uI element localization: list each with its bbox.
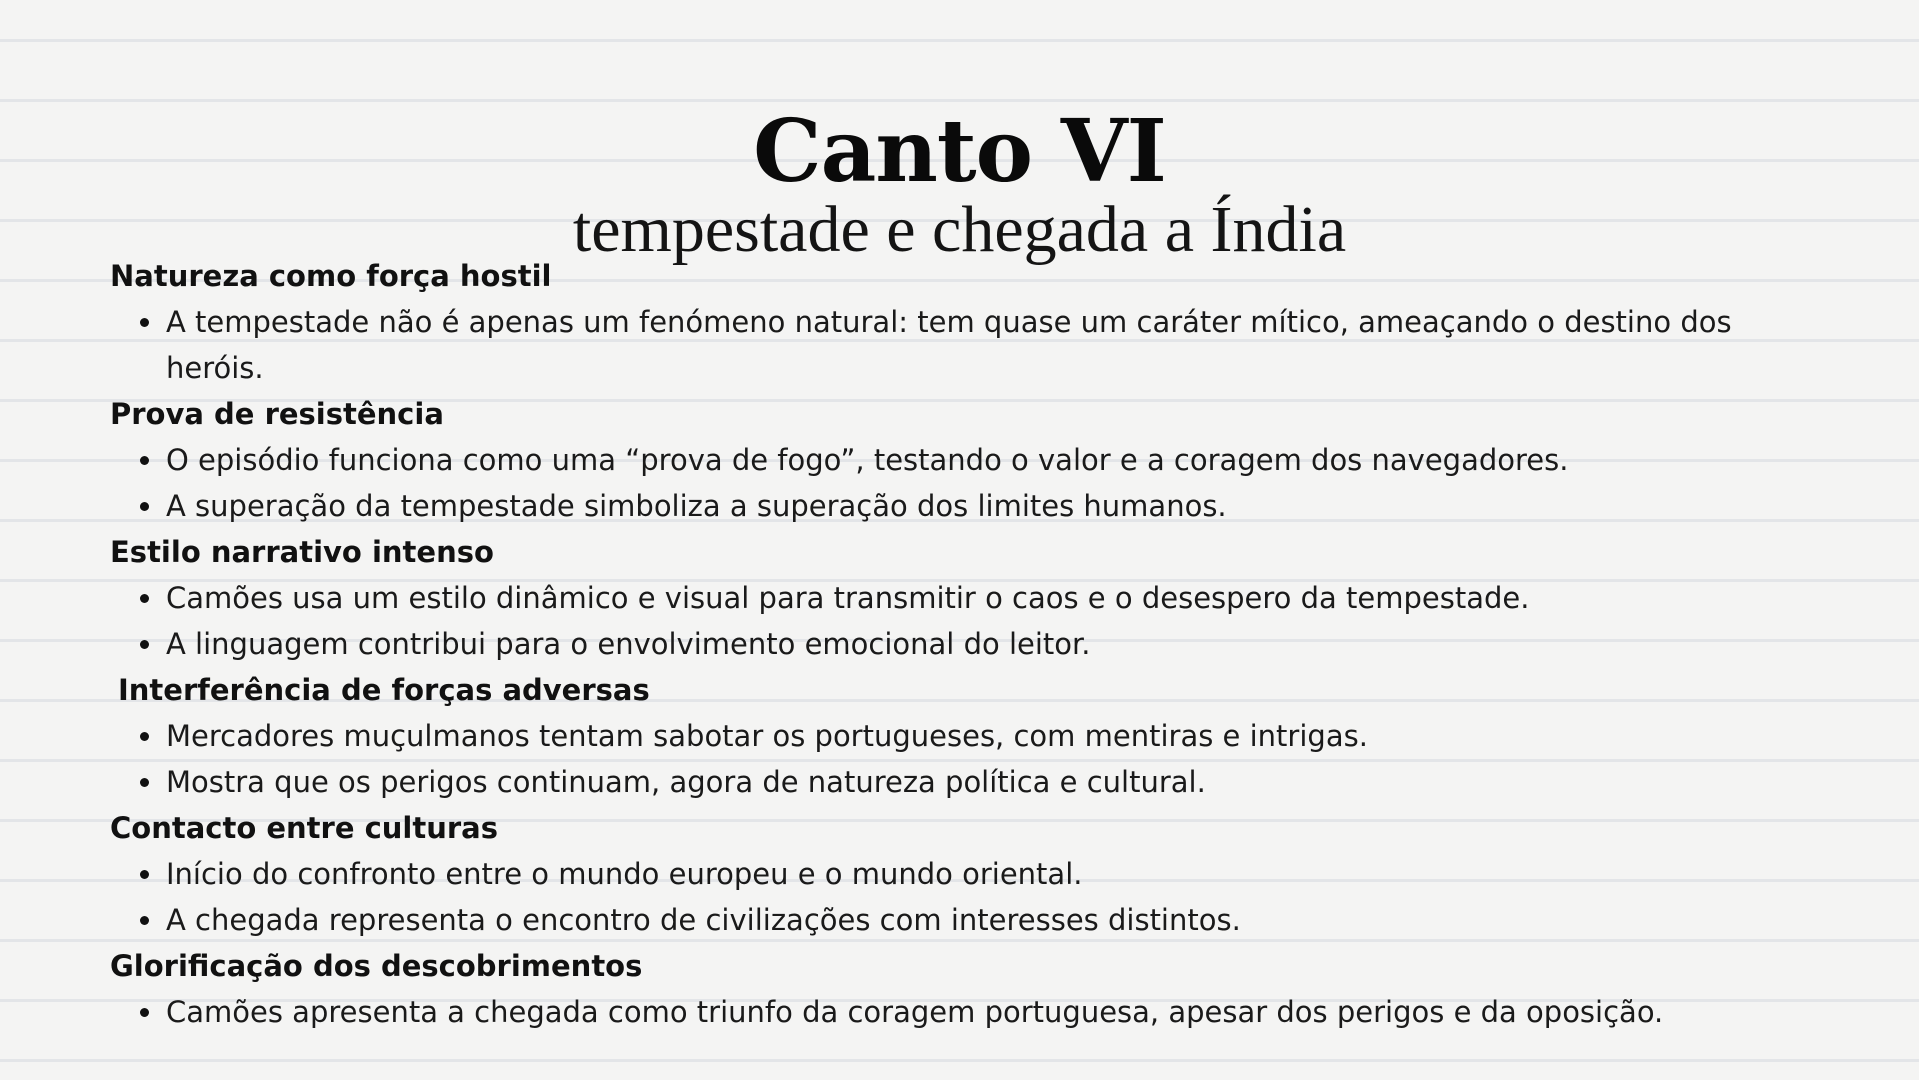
bullet-item: Camões apresenta a chegada como triunfo da coragem portuguesa, apesar dos perigos e da oposição. — [110, 989, 1810, 1035]
section-heading: Natureza como força hostil — [110, 259, 552, 293]
slide-title: Canto VI — [753, 101, 1166, 202]
slide-subtitle: tempestade e chegada a Índia — [572, 193, 1347, 266]
content — [110, 253, 1810, 1035]
bullet-list — [110, 299, 1810, 391]
section-contacto — [110, 805, 1810, 943]
bullet-item: Mercadores muçulmanos tentam sabotar os portugueses, com mentiras e intrigas. — [110, 713, 1810, 759]
bullet-list — [110, 713, 1810, 805]
bullet-list — [110, 575, 1810, 667]
bullet-list — [110, 989, 1810, 1035]
bullet-item: Início do confronto entre o mundo europeu e o mundo oriental. — [110, 851, 1810, 897]
bullet-item: A tempestade não é apenas um fenómeno natural: tem quase um caráter mítico, ameaçando o destino dos heróis. — [110, 299, 1810, 391]
bullet-item: A linguagem contribui para o envolvimento emocional do leitor. — [110, 621, 1810, 667]
bullet-list — [110, 437, 1810, 529]
section-prova — [110, 391, 1810, 529]
section-interferencia — [110, 667, 1810, 805]
section-heading: Interferência de forças adversas — [118, 673, 650, 707]
bullet-item: A chegada representa o encontro de civilizações com interesses distintos. — [110, 897, 1810, 943]
section-heading: Prova de resistência — [110, 397, 444, 431]
section-heading: Contacto entre culturas — [110, 811, 499, 845]
bullet-item: A superação da tempestade simboliza a superação dos limites humanos. — [110, 483, 1810, 529]
section-heading: Glorificação dos descobrimentos — [110, 949, 643, 983]
bullet-list — [110, 851, 1810, 943]
section-heading: Estilo narrativo intenso — [110, 535, 494, 569]
bullet-item: Camões usa um estilo dinâmico e visual para transmitir o caos e o desespero da tempestade. — [110, 575, 1810, 621]
section-natureza — [110, 253, 1810, 391]
bullet-item: O episódio funciona como uma “prova de fogo”, testando o valor e a coragem dos navegadores. — [110, 437, 1810, 483]
section-estilo — [110, 529, 1810, 667]
section-glorificacao — [110, 943, 1810, 1035]
bullet-item: Mostra que os perigos continuam, agora de natureza política e cultural. — [110, 759, 1810, 805]
